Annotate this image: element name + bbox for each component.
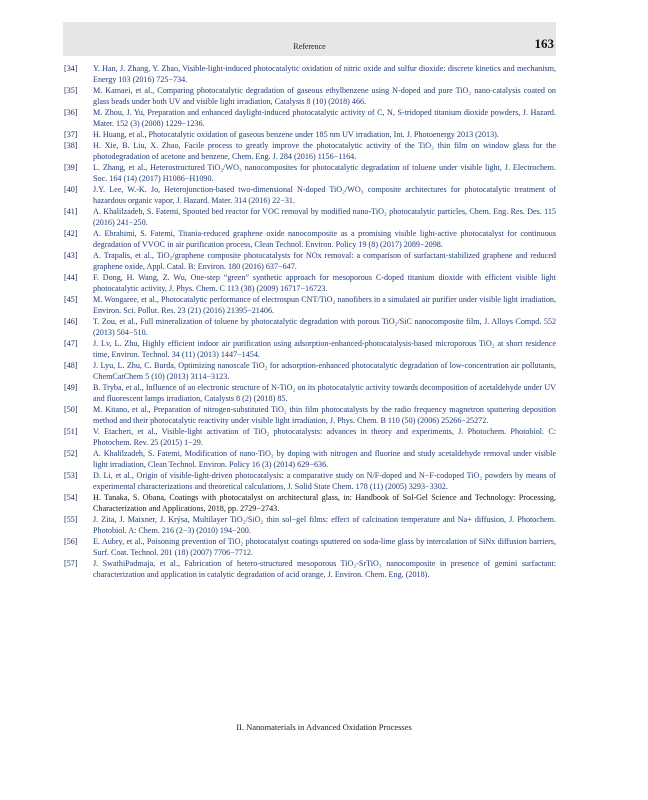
reference-text[interactable]: M. Kamaei, et al., Comparing photocatalytic degradation of gaseous ethylbenzene using N-doped and pure TiO₂ nano-catalysis coated on glass beads under both UV and visible light irradiation, Catalysts 8 (10) (2018) 466. <box>93 86 556 106</box>
reference-text[interactable]: A. Khalilzadeh, S. Fatemi, Spouted bed reactor for VOC removal by modified nano-TiO₂ photocatalytic particles, Chem. Eng. Res. Des. 115 (2016) 241−250. <box>93 207 556 227</box>
reference-text[interactable]: M. Wongaree, et al., Photocatalytic performance of electrospun CNT/TiO₂ nanofibers in a simulated air purifier under visible light irradiation, Environ. Sci. Pollut. Res. 23 (21) (2016) 21395−21406. <box>93 295 556 315</box>
reference-item <box>63 184 556 206</box>
reference-text[interactable]: A. Khalilzadeh, S. Fatemi, Modification of nano-TiO₂ by doping with nitrogen and fluorine and study acetaldehyde removal under visible light irradiation, Clean Technol. Environ. Policy 16 (3) (2014) 629−636. <box>93 449 556 469</box>
reference-number: [34] <box>64 64 78 73</box>
reference-item <box>63 426 556 448</box>
reference-text[interactable]: V. Etacheri, et al., Visible-light activation of TiO₂ photocatalysts: advances in theory and experiments, J. Photochem. Photobiol. C: Photochem. Rev. 25 (2015) 1−29. <box>93 427 556 447</box>
reference-number: [36] <box>64 108 78 117</box>
reference-number: [45] <box>64 295 78 304</box>
reference-item <box>63 558 556 580</box>
reference-number: [40] <box>64 185 78 194</box>
reference-text[interactable]: J. Zita, J. Maixner, J. Krýsa, Multilayer TiO₂/SiO₂ thin sol−gel films: effect of calcination temperature and Na+ diffusion, J. Photochem. Photobiol. A: Chem. 216 (2−3) (2010) 194−200. <box>93 515 556 535</box>
reference-text[interactable]: D. Li, et al., Origin of visible-light-driven photocatalysis: a comparative study on N/F-doped and N−F-codoped TiO₂ powders by means of experimental characterizations and theoretical calculations, J. Solid State Chem. 178 (11) (2005) 3293−3302. <box>93 471 556 491</box>
footer-section-title: II. Nanomaterials in Advanced Oxidation Processes <box>236 722 412 732</box>
reference-text[interactable]: F. Dong, H. Wang, Z. Wu, One-step “green” synthetic approach for mesoporous C-doped titanium dioxide with efficient visible light photocatalytic activity, J. Phys. Chem. C 113 (38) (2009) 16717−16723. <box>93 273 556 293</box>
reference-text[interactable]: A. Ebrahimi, S. Fatemi, Titania-reduced graphene oxide nanocomposite as a promising visible light-active photocatalyst for continuous degradation of VVOC in air purification process, Clean Technol. Environ. Policy 19 (8) (2017) 2089−2098. <box>93 229 556 249</box>
reference-text[interactable]: H. Xie, B. Liu, X. Zhao, Facile process to greatly improve the photocatalytic activity of the TiO₂ thin film on window glass for the photodegradation of acetone and benzene, Chem. Eng. J. 284 (2016) 1156−1164. <box>93 141 556 161</box>
reference-number: [42] <box>64 229 78 238</box>
running-header <box>63 22 556 56</box>
reference-number: [49] <box>64 383 78 392</box>
page-number: 163 <box>534 36 554 51</box>
reference-text[interactable]: J. SwathiPadmaja, et al., Fabrication of hetero-structured mesoporous TiO₂-SrTiO₃ nanocomposite in presence of gemini surfactant: characterization and application in catalytic degradation of acid orange, J. Environ. Chem. Eng. (2018). <box>93 559 556 579</box>
reference-number: [47] <box>64 339 78 348</box>
reference-number: [53] <box>64 471 78 480</box>
reference-item <box>63 140 556 162</box>
reference-item <box>63 107 556 129</box>
reference-number: [38] <box>64 141 78 150</box>
reference-number: [52] <box>64 449 78 458</box>
reference-item <box>63 206 556 228</box>
reference-text[interactable]: Y. Han, J. Zhang, Y. Zhao, Visible-light-induced photocatalytic oxidation of nitric oxide and sulfur dioxide: discrete kinetics and mechanism, Energy 103 (2016) 725−734. <box>93 64 556 84</box>
reference-item <box>63 360 556 382</box>
reference-list <box>63 63 556 580</box>
reference-number: [54] <box>64 493 78 502</box>
reference-item <box>63 272 556 294</box>
reference-text[interactable]: J. Lv, L. Zhu, Highly efficient indoor air purification using adsorption-enhanced-photocatalysis-based microporous TiO₂ at short residence time, Environ. Technol. 34 (11) (2013) 1447−1454. <box>93 339 556 359</box>
reference-number: [48] <box>64 361 78 370</box>
reference-item <box>63 85 556 107</box>
reference-number: [56] <box>64 537 78 546</box>
reference-item <box>63 129 556 140</box>
reference-text[interactable]: L. Zhang, et al., Heterostructured TiO₂/WO₃ nanocomposites for photocatalytic degradation of toluene under visible light, J. Electrochem. Soc. 164 (14) (2017) H1086−H1090. <box>93 163 556 183</box>
reference-item <box>63 536 556 558</box>
reference-item <box>63 448 556 470</box>
reference-text[interactable]: M. Kitano, et al., Preparation of nitrogen-substituted TiO₂ thin film photocatalysts by the radio frequency magnetron sputtering deposition method and their photocatalytic reactivity under visible light irradiation, J. Phys. Chem. B 110 (50) (2006) 25266−25272. <box>93 405 556 425</box>
reference-item <box>63 250 556 272</box>
reference-number: [41] <box>64 207 78 216</box>
reference-number: [46] <box>64 317 78 326</box>
reference-item <box>63 514 556 536</box>
reference-number: [51] <box>64 427 78 436</box>
reference-number: [35] <box>64 86 78 95</box>
reference-text[interactable]: J.Y. Lee, W.-K. Jo, Heterojunction-based two-dimensional N-doped TiO₂/WO₃ composite architectures for photocatalytic treatment of hazardous organic vapor, J. Hazard. Mater. 314 (2016) 22−31. <box>93 185 556 205</box>
reference-text[interactable]: J. Lyu, L. Zhu, C. Burda, Optimizing nanoscale TiO₂ for adsorption-enhanced photocatalytic degradation of low-concentration air pollutants, ChemCatChem 5 (10) (2013) 3114−3123. <box>93 361 556 381</box>
reference-number: [37] <box>64 130 78 139</box>
reference-number: [39] <box>64 163 78 172</box>
header-title: Reference <box>293 42 326 51</box>
reference-item <box>63 382 556 404</box>
reference-item <box>63 228 556 250</box>
reference-item <box>63 404 556 426</box>
reference-text[interactable]: H. Tanaka, S. Obana, Coatings with photocatalyst on architectural glass, in: Handbook of Sol-Gel Science and Technology: Processing, Characterization and Applications, 2018, pp. 2729−2743. <box>93 493 556 513</box>
reference-item <box>63 294 556 316</box>
reference-item <box>63 492 556 514</box>
reference-item <box>63 316 556 338</box>
reference-text[interactable]: H. Huang, et al., Photocatalytic oxidation of gaseous benzene under 185 nm UV irradiation, Int. J. Photoenergy 2013 (2013). <box>93 130 499 139</box>
reference-number: [57] <box>64 559 78 568</box>
reference-number: [43] <box>64 251 78 260</box>
reference-text[interactable]: M. Zhou, J. Yu, Preparation and enhanced daylight-induced photocatalytic activity of C, N, S-tridoped titanium dioxide powders, J. Hazard. Mater. 152 (3) (2008) 1229−1236. <box>93 108 556 128</box>
reference-text[interactable]: A. Trapalis, et al., TiO₂/graphene composite photocatalysts for NOx removal: a comparison of surfactant-stabilized graphene and reduced graphene oxide, Appl. Catal. B: Environ. 180 (2016) 637−647. <box>93 251 556 271</box>
reference-number: [50] <box>64 405 78 414</box>
reference-item <box>63 162 556 184</box>
reference-number: [44] <box>64 273 78 282</box>
reference-number: [55] <box>64 515 78 524</box>
reference-item <box>63 63 556 85</box>
reference-text[interactable]: B. Tryba, et al., Influence of an electronic structure of N-TiO₂ on its photocatalytic activity towards decomposition of acetaldehyde under UV and fluorescent lamps irradiation, Catalysts 8 (2) (2018) 85. <box>93 383 556 403</box>
reference-text[interactable]: E. Aubry, et al., Poisoning prevention of TiO₂ photocatalyst coatings sputtered on soda-lime glass by intercalation of SiNx diffusion barriers, Surf. Coat. Technol. 201 (18) (2007) 7706−7712. <box>93 537 556 557</box>
reference-item <box>63 470 556 492</box>
reference-item <box>63 338 556 360</box>
reference-text[interactable]: T. Zou, et al., Full mineralization of toluene by photocatalytic degradation with porous TiO₂/SiC nanocomposite film, J. Alloys Compd. 552 (2013) 504−510. <box>93 317 556 337</box>
